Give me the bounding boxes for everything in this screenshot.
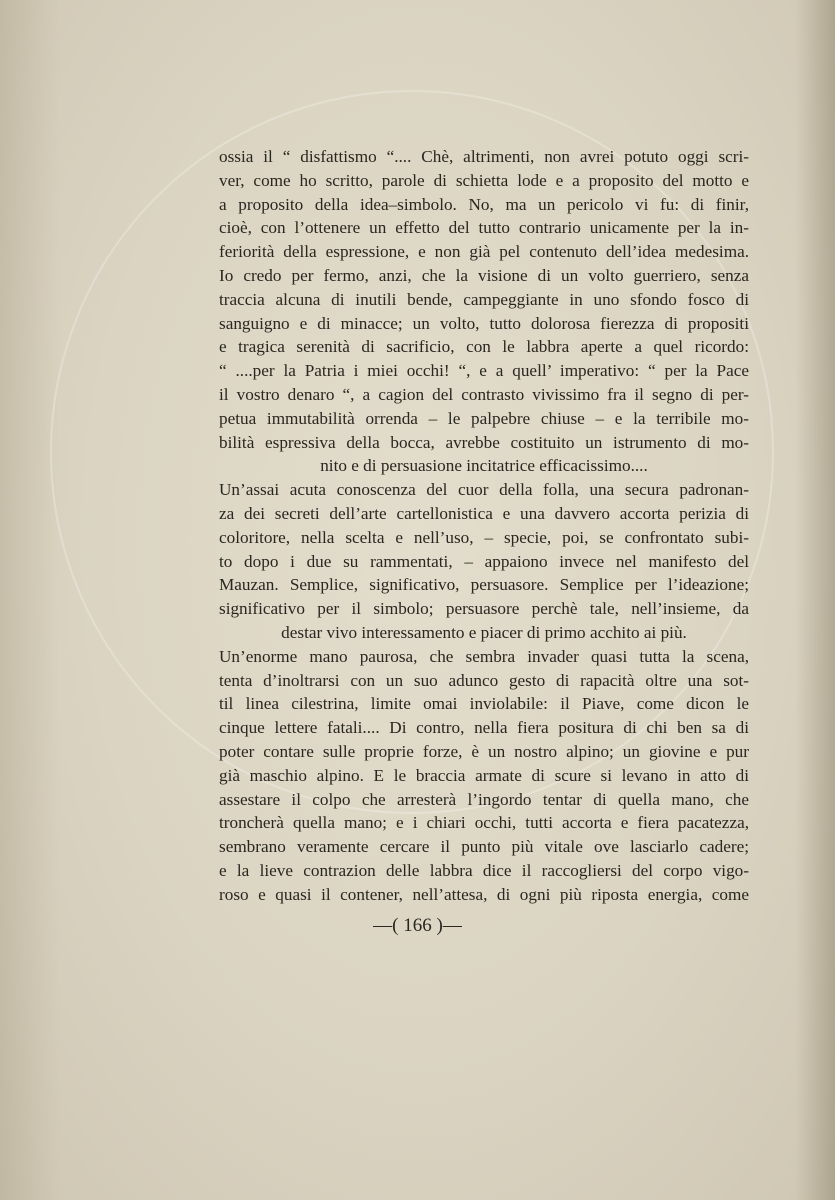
text-line: feriorità della espressione, e non già pel contenuto dell’idea medesima. (219, 242, 749, 262)
text-line: e tragica serenità di sacrificio, con le labbra aperte a quel ricordo: (219, 337, 749, 357)
text-line: ossia il “ disfattismo “.... Chè, altrimenti, non avrei potuto oggi scri- (219, 147, 749, 166)
text-line: sembrano veramente cercare il punto più vitale ove lasciarlo cadere; (219, 837, 749, 857)
text-line: poter contare sulle proprie forze, è un nostro alpino; un giovine e pur (219, 741, 749, 761)
text-line: coloritore, nella scelta e nell’uso, – specie, poi, se confrontato subi- (219, 527, 749, 547)
text-line: a proposito della idea–simbolo. No, ma un pericolo vi fu: di finir, (219, 194, 749, 214)
text-line: za dei secreti dell’arte cartellonistica e una davvero accorta perizia di (219, 503, 749, 523)
text-line: Un’enorme mano paurosa, che sembra invader quasi tutta la scena, (219, 646, 749, 666)
text-line: petua immutabilità orrenda – le palpebre chiuse – e la terribile mo- (219, 408, 749, 428)
body-text (219, 145, 749, 907)
text-line: bilità espressiva della bocca, avrebbe costituito un istrumento di mo- (219, 432, 749, 452)
text-line: Mauzan. Semplice, significativo, persuasore. Semplice per l’ideazione; (219, 575, 749, 595)
text-line: il vostro denaro “, a cagion del contrasto vivissimo fra il segno di per- (219, 384, 749, 404)
text-line: til linea cilestrina, limite omai inviolabile: il Piave, come dicon le (219, 694, 749, 714)
text-line: roso e quasi il contener, nell’attesa, di ogni più riposta energia, come (219, 884, 749, 904)
text-line: significativo per il simbolo; persuasore perchè tale, nell’insieme, da (219, 599, 749, 619)
text-line: ver, come ho scritto, parole di schietta lode e a proposito del motto e (219, 170, 749, 190)
text-line: sanguigno e di minacce; un volto, tutto dolorosa fierezza di propositi (219, 313, 749, 333)
paper-edge-shading-right (795, 0, 835, 1200)
text-line: traccia alcuna di inutili bende, campeggiante in uno sfondo fosco di (219, 289, 749, 309)
text-line: Un’assai acuta conoscenza del cuor della folla, una secura padronan- (219, 480, 749, 500)
text-line: cioè, con l’ottenere un effetto del tutto contrario unicamente per la in- (219, 218, 749, 238)
paragraph-last-line: destar vivo interessamento e piacer di primo acchito ai più. (281, 622, 687, 642)
paragraph-last-line: nito e di persuasione incitatrice efficacissimo.... (320, 456, 648, 476)
text-line: cinque lettere fatali.... Di contro, nella fiera positura di chi ben sa di (219, 718, 749, 738)
page-number: —( 166 )— (373, 915, 462, 936)
text-line: troncherà quella mano; e i chiari occhi, tutti accorta e fiera pacatezza, (219, 813, 749, 833)
text-line: Io credo per fermo, anzi, che la visione di un volto guerriero, senza (219, 265, 749, 285)
text-line: assestare il colpo che arresterà l’ingordo tentar di quella mano, che (219, 789, 749, 809)
text-line: già maschio alpino. E le braccia armate di scure si levano in atto di (219, 765, 749, 785)
text-line: “ ....per la Patria i miei occhi! “, e a quell’ imperativo: “ per la Pace (219, 361, 749, 381)
text-line: tenta d’inoltrarsi con un suo adunco gesto di rapacità oltre una sot- (219, 670, 749, 690)
text-line: e la lieve contrazion delle labbra dice il raccogliersi del corpo vigo- (219, 860, 749, 880)
text-line: to dopo i due su rammentati, – appaiono invece nel manifesto del (219, 551, 749, 571)
paper-edge-shading-left (0, 0, 60, 1200)
